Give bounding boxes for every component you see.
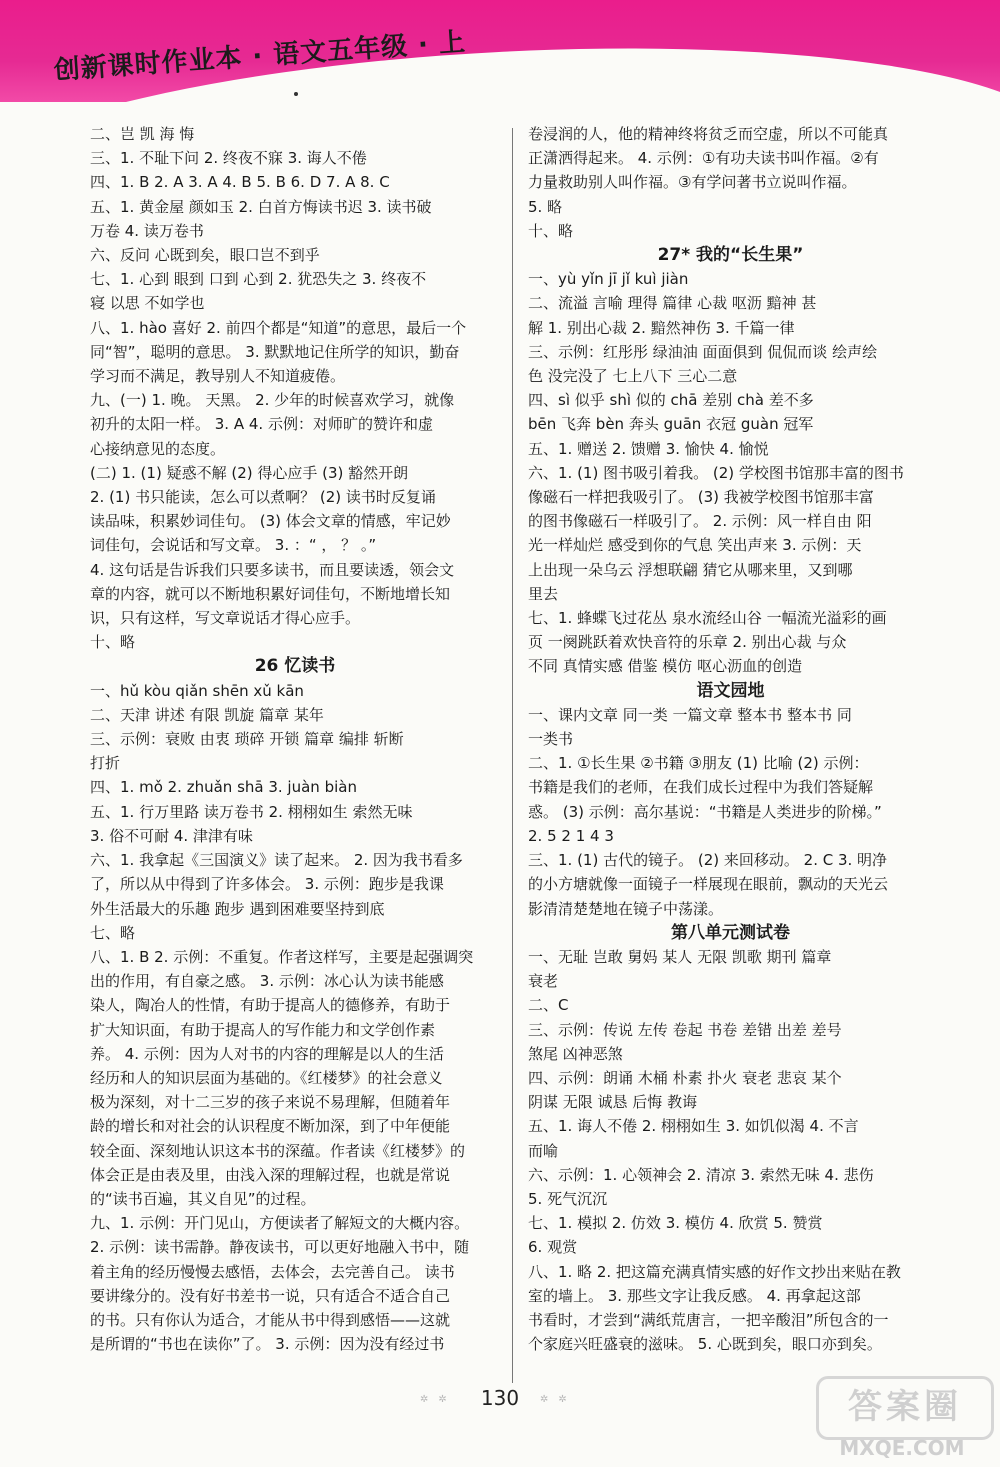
answer-line: 十、略: [90, 633, 136, 652]
answer-line: 寝 以思 不如学也: [90, 294, 205, 313]
watermark-url: MXQE.COM: [839, 1436, 965, 1460]
answer-line: 外生活最大的乐趣 跑步 遇到困难要坚持到底: [90, 899, 385, 918]
answer-line: 经历和人的知识层面为基础的。《红楼梦》的社会意义: [90, 1068, 443, 1087]
answer-line: 八、1. B 2. 示例：不重复。作者这样写，主要是起强调突: [90, 947, 474, 966]
answer-line: 正潇洒得起来。 4. 示例：①有功夫读书叫作福。②有: [528, 149, 879, 168]
answer-line: 解 1. 别出心裁 2. 黯然神伤 3. 千篇一律: [528, 318, 795, 337]
answer-line: 的书。只有你认为适合，才能从书中得到感悟——这就: [90, 1310, 451, 1329]
answer-line: 识，只有这样，写文章说话才得心应手。: [90, 609, 361, 628]
answer-line: 要讲缘分的。没有好书差书一说，只有适合不适合自己: [90, 1286, 451, 1305]
answer-line: 的图书像磁石一样吸引了。 2. 示例：风一样自由 阳: [528, 512, 872, 531]
answer-line: 三、1. (1) 古代的镜子。 (2) 来回移动。 2. C 3. 明净: [528, 851, 888, 870]
answer-line: 八、1. 略 2. 把这篇充满真情实感的好作文抄出来贴在教: [528, 1262, 901, 1281]
answer-line: 三、示例：红彤彤 绿油油 面面俱到 侃侃而谈 绘声绘: [528, 342, 878, 361]
answer-line: 影清清楚楚地在镜子中荡漾。: [528, 899, 724, 918]
answer-line: 像磁石一样把我吸引了。 (3) 我被学校图书馆那丰富: [528, 488, 874, 507]
book-title: 创新课时作业本 · 语文五年级 · 上: [52, 27, 467, 87]
answer-line: 一、hǔ kòu qiǎn shēn xǔ kān: [90, 681, 304, 700]
answer-line: (二) 1. (1) 疑惑不解 (2) 得心应手 (3) 豁然开朗: [90, 463, 409, 482]
answer-line: 力量救助别人叫作福。③有学问著书立说叫作福。: [528, 173, 857, 192]
answer-line: 读品味，积累妙词佳句。 (3) 体会文章的情感，牢记妙: [90, 512, 451, 531]
answer-line: 四、1. B 2. A 3. A 4. B 5. B 6. D 7. A 8. C: [90, 173, 390, 192]
answer-line: 六、1. (1) 图书吸引着我。 (2) 学校图书馆那丰富的图书: [528, 463, 904, 482]
answer-line: 惑。 (3) 示例：高尔基说：“书籍是人类进步的阶梯。”: [528, 802, 882, 821]
watermark: [816, 1376, 988, 1460]
answer-line: 五、1. 诲人不倦 2. 栩栩如生 3. 如饥似渴 4. 不言: [528, 1117, 859, 1136]
answer-line: 七、1. 蜂蝶飞过花丛 泉水流经山谷 一幅流光溢彩的画: [528, 609, 887, 628]
answer-line: 了，所以从中得到了许多体会。 3. 示例：跑步是我课: [90, 875, 444, 894]
answer-line: 五、1. 行万里路 读万卷书 2. 栩栩如生 索然无味: [90, 802, 413, 821]
answer-line: 卷浸润的人，他的精神终将贫乏而空虚，所以不可能真: [528, 125, 889, 143]
answer-line: 里去: [528, 584, 559, 603]
left-column: [90, 122, 500, 1356]
answer-line: 七、1. 模拟 2. 仿效 3. 模仿 4. 欣赏 5. 赞赏: [528, 1214, 823, 1233]
answer-line: 5. 略: [528, 197, 563, 216]
answer-line: 2. 5 2 1 4 3: [528, 826, 614, 845]
answer-line: 光一样灿烂 感受到你的气息 笑出声来 3. 示例：天: [528, 536, 862, 555]
answer-line: 一、yù yǐn jī jǐ kuì jiàn: [528, 270, 689, 289]
answer-line: 四、sì 似乎 shì 似的 chā 差别 chà 差不多: [528, 391, 814, 410]
answer-line: 学习而不满足，教导别人不知道疲倦。: [90, 367, 346, 386]
right-column: [528, 122, 933, 1356]
answer-line: 五、1. 赠送 2. 馈赠 3. 愉快 4. 愉悦: [528, 439, 769, 458]
section-heading: 26 忆读书: [254, 656, 336, 677]
answer-line: 书看时，才尝到“满纸荒唐言，一把辛酸泪”所包含的一: [528, 1310, 889, 1329]
answer-line: 体会正是由表及里，由浅入深的理解过程，也就是常说: [90, 1165, 451, 1184]
column-divider: [512, 128, 513, 1383]
answer-line: 着主角的经历慢慢去感悟，去体会，去完善自己。 读书: [90, 1262, 455, 1281]
answer-line: 是所谓的“书也在读你”了。 3. 示例：因为没有经过书: [90, 1335, 445, 1354]
answer-line: 二、流溢 言喻 理得 篇律 心裁 呕沥 黯神 甚: [528, 294, 817, 313]
footer-dots-right: ✲✲: [540, 1394, 577, 1405]
answer-line: 六、示例：1. 心领神会 2. 清凉 3. 索然无味 4. 悲伤: [528, 1165, 874, 1184]
answer-line: 三、1. 不耻下问 2. 终夜不寐 3. 诲人不倦: [90, 149, 367, 168]
section-heading: 第八单元测试卷: [671, 922, 790, 943]
answer-line: 不同 真情实感 借鉴 模仿 呕心沥血的创造: [528, 657, 803, 676]
answer-line: 室的墙上。 3. 那些文字让我反感。 4. 再拿起这部: [528, 1286, 861, 1305]
answer-line: 煞尾 凶神恶煞: [528, 1044, 623, 1063]
answer-line: 四、示例：朗诵 木桶 朴素 扑火 衰老 悲哀 某个: [528, 1068, 842, 1087]
section-heading: 语文园地: [696, 680, 765, 701]
answer-line: 六、1. 我拿起《三国演义》读了起来。 2. 因为我书看多: [90, 851, 463, 870]
answer-line: 书籍是我们的老师，在我们成长过程中为我们答疑解: [528, 778, 874, 797]
answer-line: 七、1. 心到 眼到 口到 心到 2. 犹恐失之 3. 终夜不: [90, 270, 427, 289]
answer-line: 的“读书百遍，其义自见”的过程。: [90, 1189, 316, 1208]
answer-line: 三、示例：衰败 由衷 琐碎 开锁 篇章 编排 斩断: [90, 730, 404, 749]
answer-line: 6. 观赏: [528, 1238, 578, 1257]
answer-line: 八、1. hào 喜好 2. 前四个都是“知道”的意思，最后一个: [90, 318, 467, 337]
answer-line: 衰老: [528, 972, 559, 991]
answer-line: 的小方塘就像一面镜子一样展现在眼前，飘动的天光云: [528, 875, 889, 894]
answer-line: 较全面、深刻地认识这本书的深蕴。作者读《红楼梦》的: [90, 1141, 466, 1160]
answer-line: 上出现一朵乌云 浮想联翩 猜它从哪来里，又到哪: [528, 560, 853, 579]
answer-line: 二、天津 讲述 有限 凯旋 篇章 某年: [90, 705, 324, 724]
answer-line: 初升的太阳一样。 3. A 4. 示例：对师旷的赞许和虚: [90, 415, 433, 434]
answer-line: 九、1. 示例：开门见山，方便读者了解短文的大概内容。: [90, 1214, 470, 1233]
answer-line: 十、略: [528, 221, 574, 240]
answer-line: 二、1. ①长生果 ②书籍 ③朋友 (1) 比喻 (2) 示例：: [528, 754, 869, 773]
answer-line: 五、1. 黄金屋 颜如玉 2. 白首方悔读书迟 3. 读书破: [90, 197, 432, 216]
answer-line: 2. (1) 书只能读，怎么可以煮啊？ (2) 读书时反复诵: [90, 488, 436, 507]
answer-line: 打折: [90, 754, 121, 773]
header-dot: [294, 92, 298, 96]
answer-line: 而喻: [528, 1141, 559, 1160]
answer-line: 四、1. mǒ 2. zhuǎn shā 3. juàn biàn: [90, 778, 357, 797]
answer-line: 色 没完没了 七上八下 三心二意: [528, 367, 738, 386]
answer-line: 3. 俗不可耐 4. 津津有味: [90, 826, 253, 845]
answer-line: 三、示例：传说 左传 卷起 书卷 差错 出差 差号: [528, 1020, 842, 1039]
answer-line: 极为深刻，对十二三岁的孩子来说不易理解，但随着年: [90, 1093, 451, 1112]
answer-line: 心接纳意见的态度。: [90, 439, 226, 458]
answer-line: 染人，陶冶人的性情，有助于提高人的德修养，有助于: [90, 996, 451, 1015]
answer-line: bēn 飞奔 bèn 奔头 guān 衣冠 guàn 冠军: [528, 415, 814, 434]
answer-line: 一、课内文章 同一类 一篇文章 整本书 整本书 同: [528, 705, 852, 724]
answer-line: 一、无耻 岂敢 舅妈 某人 无限 凯歌 期刊 篇章: [528, 947, 832, 966]
watermark-logo: 答案圈: [816, 1376, 994, 1440]
answer-line: 阴谋 无限 诚恳 后悔 教诲: [528, 1093, 698, 1112]
answer-line: 扩大知识面，有助于提高人的写作能力和文学创作素: [90, 1020, 436, 1039]
answer-line: 一类书: [528, 730, 574, 749]
answer-line: 二、岂 凯 海 悔: [90, 125, 195, 143]
answer-line: 章的内容，就可以不断地积累好词佳句，不断地增长知: [90, 584, 451, 603]
page-number: 130: [480, 1386, 520, 1410]
answer-line: 六、反问 心既到矣，眼口岂不到乎: [90, 246, 320, 265]
answer-line: 5. 死气沉沉: [528, 1189, 608, 1208]
answer-line: 2. 示例：读书需静。静夜读书，可以更好地融入书中，随: [90, 1238, 470, 1257]
answer-line: 词佳句，会说话和写文章。 3. ：“ ， ？ 。”: [90, 536, 377, 555]
answer-line: 龄的增长和对社会的认识程度不断加深，到了中年便能: [90, 1117, 451, 1136]
footer-dots-left: ✲✲: [420, 1394, 457, 1405]
answer-line: 二、C: [528, 996, 569, 1015]
answer-line: 4. 这句话是告诉我们只要多读书，而且要读透，领会文: [90, 560, 455, 579]
answer-line: 同“智”，聪明的意思。 3. 默默地记住所学的知识，勤奋: [90, 342, 460, 361]
section-heading: 27* 我的“长生果”: [657, 245, 804, 266]
answer-line: 万卷 4. 读万卷书: [90, 221, 204, 240]
answer-line: 页 一阕跳跃着欢快音符的乐章 2. 别出心裁 与众: [528, 633, 847, 652]
answer-line: 个家庭兴旺盛衰的滋味。 5. 心既到矣，眼口亦到矣。: [528, 1335, 882, 1354]
answer-line: 七、略: [90, 923, 136, 942]
answer-line: 养。 4. 示例：因为人对书的内容的理解是以人的生活: [90, 1044, 444, 1063]
answer-line: 九、(一) 1. 晚。 天黑。 2. 少年的时候喜欢学习，就像: [90, 391, 455, 410]
answer-line: 出的作用，有自豪之感。 3. 示例：冰心认为读书能感: [90, 972, 444, 991]
